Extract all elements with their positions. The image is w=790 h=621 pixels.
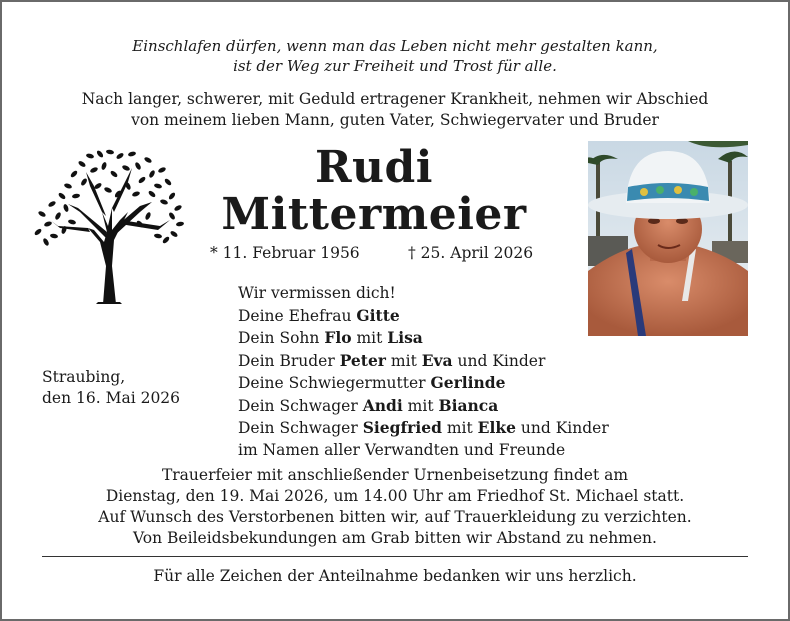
mourner-line <box>238 372 609 395</box>
mourner-name: Lisa <box>387 328 423 347</box>
funeral-line-2: Dienstag, den 19. Mai 2026, um 14.00 Uhr am Friedhof St. Michael statt. <box>105 487 685 505</box>
place: Straubing, <box>42 368 126 386</box>
tree-icon <box>28 146 188 306</box>
mourner-line <box>238 305 609 328</box>
mourner-name: Eva <box>421 350 453 370</box>
mourner-line <box>238 395 609 418</box>
mourners-list <box>238 283 609 461</box>
mourner-text: Dein Schwager <box>238 419 363 437</box>
portrait-photo <box>588 141 748 336</box>
mourner-text: Deine Ehefrau <box>238 306 357 325</box>
mourner-name: Elke <box>477 418 516 437</box>
divider <box>42 556 748 557</box>
mourner-name: Peter <box>339 350 386 370</box>
funeral-line-1: Trauerfeier mit anschließender Urnenbeisetzung findet am <box>161 466 629 484</box>
mourner-text: Dein Schwager <box>238 396 363 415</box>
thanks: Für alle Zeichen der Anteilnahme bedanken wir uns herzlich. <box>153 567 637 585</box>
first-name: Rudi <box>314 142 434 193</box>
intro-line-1: Nach langer, schwerer, mit Geduld ertragener Krankheit, nehmen wir Abschied <box>81 90 709 108</box>
funeral-line-4: Von Beileidsbekundungen am Grab bitten wir Abstand zu nehmen. <box>133 529 657 547</box>
mourner-text: mit <box>402 396 439 415</box>
mourner-line <box>238 327 609 350</box>
intro-line-2: von meinem lieben Mann, guten Vater, Schwiegervater und Bruder <box>131 111 659 129</box>
mourner-name: Gerlinde <box>430 373 506 392</box>
motto-line-1: Einschlafen dürfen, wenn man das Leben nicht mehr gestalten kann, <box>132 37 658 55</box>
mourner-text: mit <box>385 351 422 370</box>
mourner-name: Siegfried <box>362 418 442 437</box>
mourner-line <box>238 350 609 373</box>
death-date: † 25. April 2026 <box>408 244 534 262</box>
mourner-name: Andi <box>362 395 403 415</box>
mourner-text: im Namen aller Verwandten und Freunde <box>238 440 566 459</box>
motto-line-2: ist der Weg zur Freiheit und Trost für alle. <box>233 57 557 75</box>
mourner-text: Dein Sohn <box>238 329 325 347</box>
mourner-text: mit <box>441 419 478 437</box>
mourner-name: Bianca <box>438 395 499 415</box>
mourner-line <box>238 440 609 462</box>
mourner-text: und Kinder <box>452 351 546 370</box>
funeral-line-3: Auf Wunsch des Verstorbenen bitten wir, auf Trauerkleidung zu verzichten. <box>98 508 692 526</box>
mourner-name: Flo <box>324 328 352 347</box>
notice-date: den 16. Mai 2026 <box>42 389 181 407</box>
last-name: Mittermeier <box>221 189 527 240</box>
mourner-text: mit <box>351 329 388 347</box>
mourner-line <box>238 417 609 440</box>
mourner-text: Wir vermissen dich! <box>238 284 396 302</box>
mourner-text: Dein Bruder <box>238 351 340 370</box>
mourner-text: und Kinder <box>515 419 609 437</box>
mourner-line <box>238 283 609 305</box>
mourner-name: Gitte <box>356 305 400 325</box>
mourner-text: Deine Schwiegermutter <box>238 374 431 392</box>
birth-date: * 11. Februar 1956 <box>210 244 360 262</box>
